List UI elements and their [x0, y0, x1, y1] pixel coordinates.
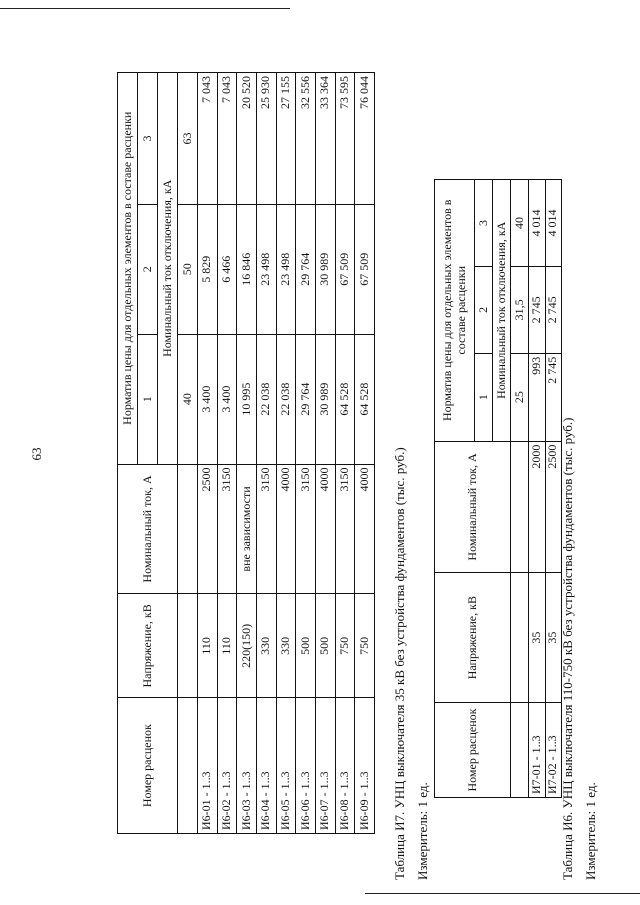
table6-header-voltage: Напряжение, кВ	[118, 594, 178, 698]
table7-empty-1	[511, 703, 529, 798]
table-row: И6-04 - 1..3 330 3150 22 038 23 498 25 930	[256, 73, 276, 834]
table6-breaking-40: 40	[178, 334, 198, 464]
table7-empty-2	[511, 573, 529, 703]
table7-unit: Измеритель: 1 ед.	[415, 782, 430, 880]
table6-breaking-50: 50	[178, 204, 198, 334]
table6	[117, 72, 375, 834]
table-row: И6-07 - 1..3 500 4000 30 989 30 989 33 364	[315, 73, 335, 834]
table7-header-voltage: Напряжение, кВ	[435, 573, 511, 703]
table-row: И6-08 - 1..3 750 3150 64 528 67 509 73 595	[335, 73, 355, 834]
table7-breaking-25: 25	[511, 353, 529, 441]
table-row: И6-09 - 1..3 750 4000 64 528 67 509 76 044	[355, 73, 375, 834]
table-row: И6-06 - 1..3 500 3150 29 764 29 764 32 556	[296, 73, 316, 834]
table6-caption: Таблица И6. УНЦ выключателя 110-750 кВ без устройства фундаментов (тыс. руб.)	[560, 417, 575, 880]
table6-header-current: Номинальный ток, А	[118, 464, 178, 594]
table6-empty-3	[178, 464, 198, 594]
page-number: 63	[29, 447, 44, 461]
table-row: И7-01 - 1..3 35 2000 993 2 745 4 014	[529, 180, 546, 798]
table-row: И7-02 - 1..3 35 2500 2 745 2 745 4 014	[545, 180, 562, 798]
table6-element-1: 1	[138, 334, 158, 464]
table6-header-breaking: Номинальный ток отключения, кА	[158, 73, 178, 465]
table6-empty-2	[178, 594, 198, 698]
table-row: И6-03 - 1..3 220(150) вне зависимости 10 995 16 846 20 520	[237, 73, 257, 834]
table7-header-current: Номинальный ток, А	[435, 441, 511, 573]
table7-caption: Таблица И7. УНЦ выключателя 35 кВ без устройства фундаментов (тыс. руб.)	[392, 447, 407, 880]
table6-unit: Измеритель: 1 ед.	[583, 782, 598, 880]
table7-element-2: 2	[475, 266, 493, 353]
table6-element-3: 3	[138, 73, 158, 205]
table7-header-code: Номер расценок	[435, 703, 511, 798]
table7	[434, 179, 562, 798]
table6-header-norm: Норматив цены для отдельных элементов в составе расценки	[118, 73, 138, 465]
table-row: И6-05 - 1..3 330 4000 22 038 23 498 27 155	[276, 73, 296, 834]
table6-breaking-63: 63	[178, 73, 198, 205]
table-row: И6-02 - 1..3 110 3150 3 400 6 466 7 043	[217, 73, 237, 834]
table6-header-code: Номер расценок	[118, 698, 178, 834]
table-row: И6-01 - 1..3 110 2500 3 400 5 829 7 043	[198, 73, 218, 834]
table6-empty-1	[178, 698, 198, 834]
table7-element-3: 3	[475, 180, 493, 267]
table7-header-breaking: Номинальный ток отключения, кА	[493, 180, 511, 442]
table7-element-1: 1	[475, 353, 493, 441]
table7-breaking-31-5: 31,5	[511, 266, 529, 353]
table7-breaking-40: 40	[511, 180, 529, 267]
table7-empty-3	[511, 441, 529, 573]
table7-header-norm: Норматив цены для отдельных элементов в составе расценки	[435, 180, 475, 442]
table6-element-2: 2	[138, 204, 158, 334]
